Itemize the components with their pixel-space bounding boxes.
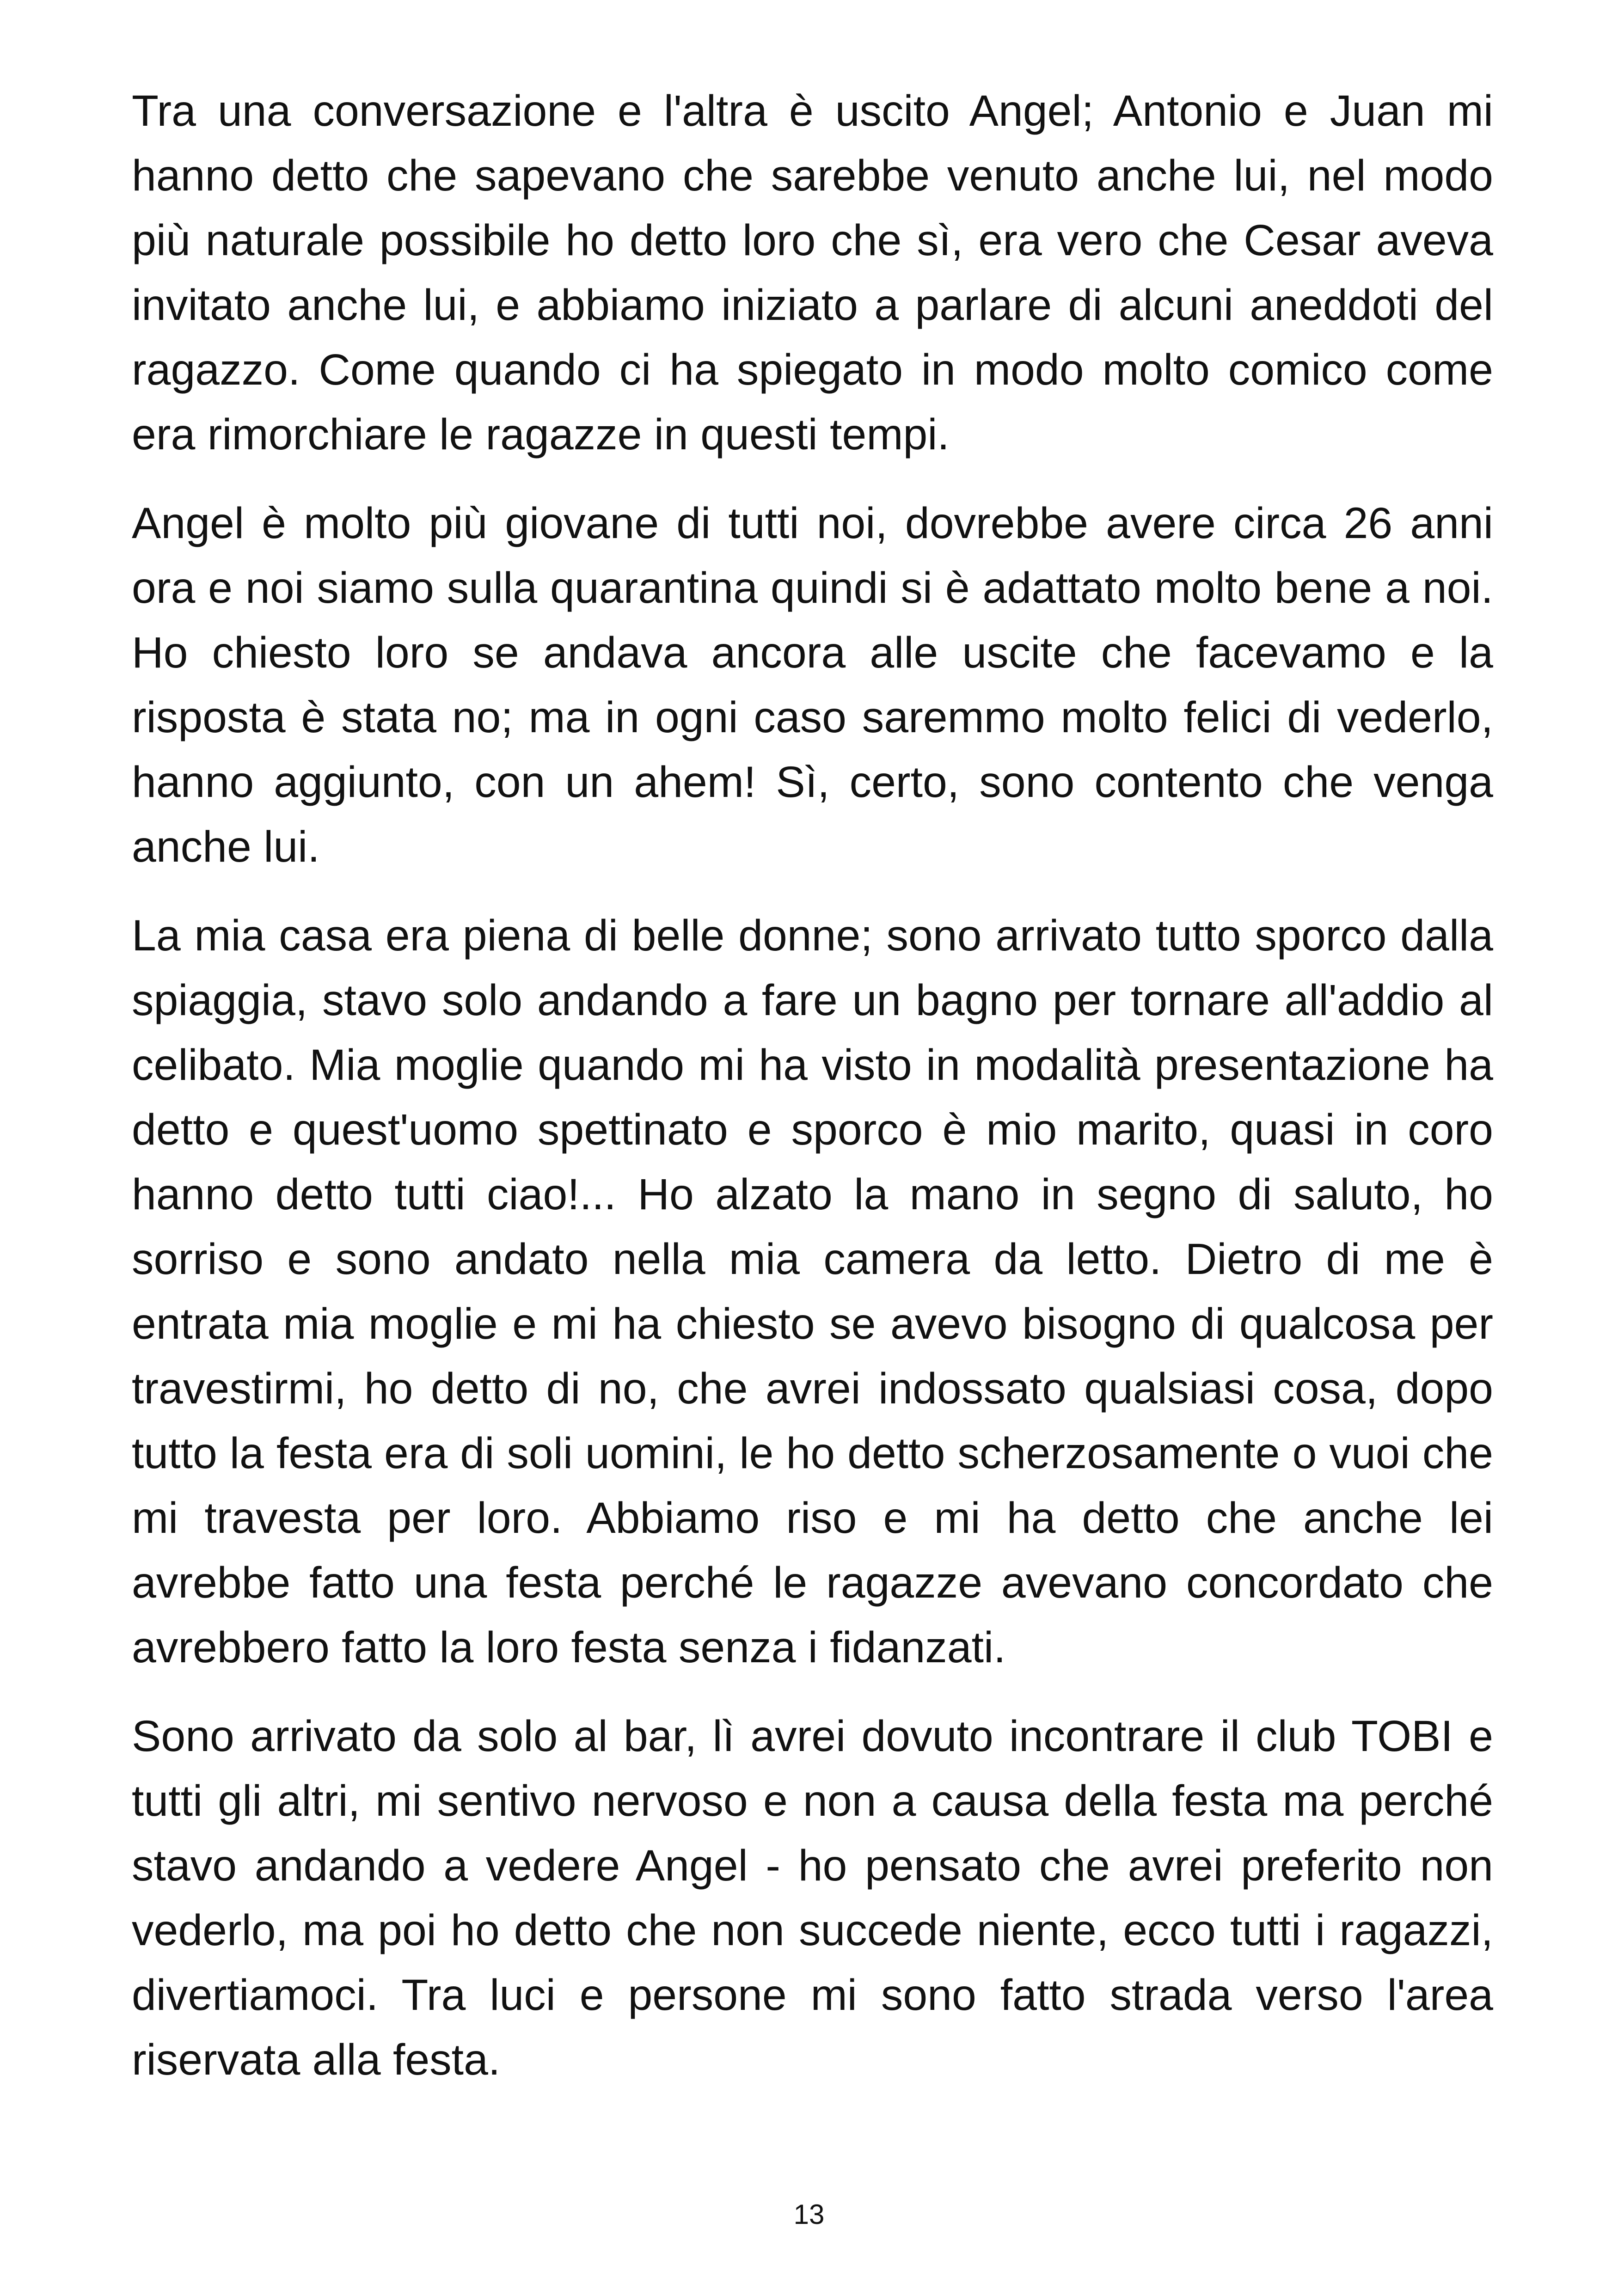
document-page bbox=[132, 79, 1493, 2116]
paragraph-1: Tra una conversazione e l'altra è uscito Angel; Antonio e Juan mi hanno detto che sapevano che sarebbe venuto anche lui, nel modo più naturale possibile ho detto loro che sì, era vero che Cesar aveva invitato anche lui, e abbiamo iniziato a parlare di alcuni aneddoti del ragazzo. Come quando ci ha spiegato in modo molto comico come era rimorchiare le ragazze in questi tempi. bbox=[132, 86, 1493, 459]
page-number: 13 bbox=[793, 2199, 825, 2230]
paragraph-2: Angel è molto più giovane di tutti noi, dovrebbe avere circa 26 anni ora e noi siamo sulla quarantina quindi si è adattato molto bene a noi. Ho chiesto loro se andava ancora alle uscite che facevamo e la risposta è stata no; ma in ogni caso saremmo molto felici di vederlo, hanno aggiunto, con un ahem! Sì, certo, sono contento che venga anche lui. bbox=[132, 499, 1493, 871]
paragraph-3: La mia casa era piena di belle donne; sono arrivato tutto sporco dalla spiaggia, stavo solo andando a fare un bagno per tornare all'addio al celibato. Mia moglie quando mi ha visto in modalità presentazione ha detto e quest'uomo spettinato e sporco è mio marito, quasi in coro hanno detto tutti ciao!... Ho alzato la mano in segno di saluto, ho sorriso e sono andato nella mia camera da letto. Dietro di me è entrata mia moglie e mi ha chiesto se avevo bisogno di qualcosa per travestirmi, ho detto di no, che avrei indossato qualsiasi cosa, dopo tutto la festa era di soli uomini, le ho detto scherzosamente o vuoi che mi travesta per loro. Abbiamo riso e mi ha detto che anche lei avrebbe fatto una festa perché le ragazze avevano concordato che avrebbero fatto la loro festa senza i fidanzati. bbox=[132, 911, 1493, 1672]
paragraph-4: Sono arrivato da solo al bar, lì avrei dovuto incontrare il club TOBI e tutti gli altri, mi sentivo nervoso e non a causa della festa ma perché stavo andando a vedere Angel - ho pensato che avrei preferito non vederlo, ma poi ho detto che non succede niente, ecco tutti i ragazzi, divertiamoci. Tra luci e persone mi sono fatto strada verso l'area riservata alla festa. bbox=[132, 1712, 1493, 2084]
